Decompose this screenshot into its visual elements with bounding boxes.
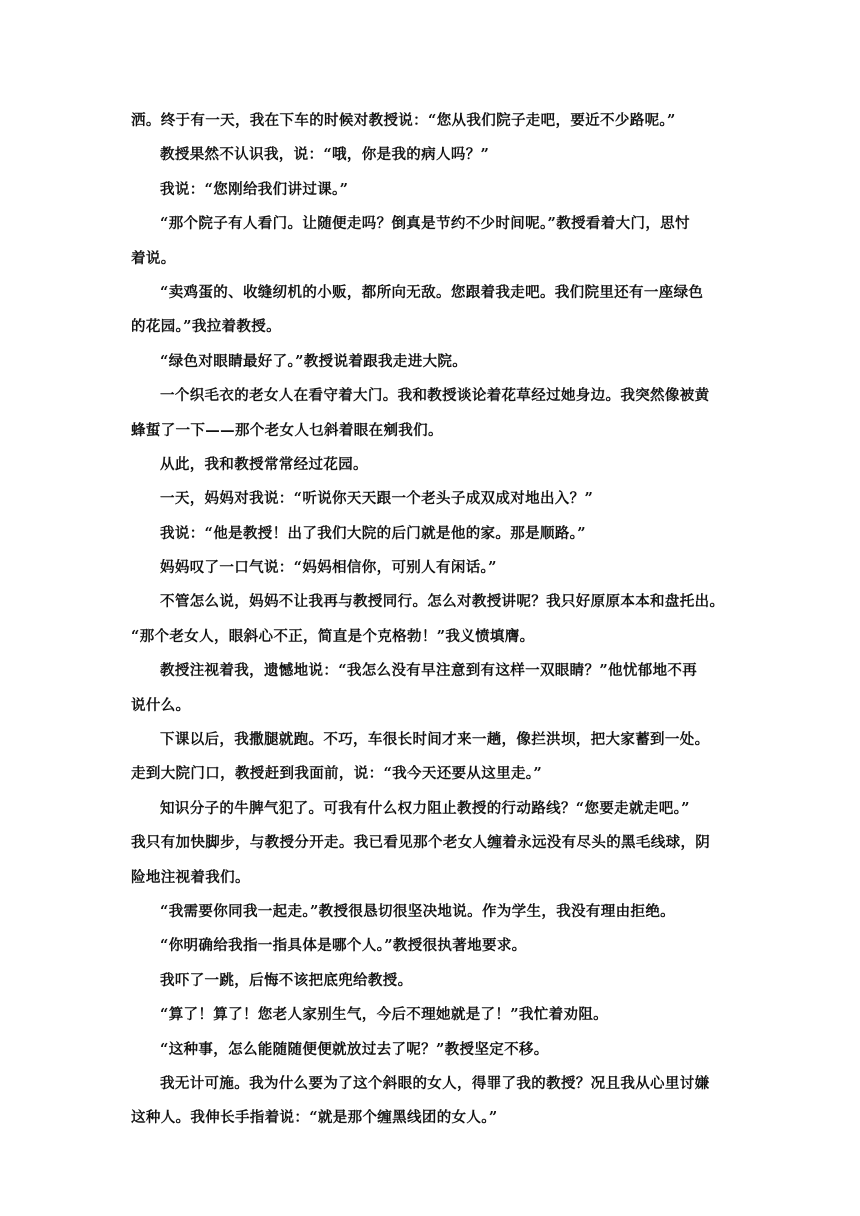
text-line: 险地注视着我们。 [131,868,250,886]
text-line: 不管怎么说，妈妈不让我再与教授同行。怎么对教授讲呢？我只好原原本本和盘托出。 [160,593,725,611]
text-line: “那个老女人，眼斜心不正，简直是个克格勃！”我义愤填膺。 [131,627,535,645]
text-line: 的花园。”我拉着教授。 [131,318,281,336]
text-line: 教授果然不认识我，说：“哦，你是我的病人吗？” [160,146,490,164]
text-line: “你明确给我指一指具体是哪个人。”教授很执著地要求。 [160,937,527,955]
text-line: 教授注视着我，遗憾地说：“我怎么没有早注意到有这样一双眼睛？”他忧郁地不再 [160,662,698,680]
text-line: 一个织毛衣的老女人在看守着大门。我和教授谈论着花草经过她身边。我突然像被黄 [160,387,710,405]
text-line: 妈妈叹了一口气说：“妈妈相信你，可别人有闲话。” [160,559,497,577]
text-line: 从此，我和教授常常经过花园。 [160,455,368,473]
text-line: 我无计可施。我为什么要为了这个斜眼的女人，得罪了我的教授？况且我从心里讨嫌 [160,1074,710,1092]
text-line: “那个院子有人看门。让随便走吗？倒真是节约不少时间呢。”教授看着大门，思忖 [160,215,690,233]
text-line: 我吓了一跳，后悔不该把底兜给教授。 [160,971,413,989]
text-line: 我说：“您刚给我们讲过课。” [160,180,349,198]
text-line: 我只有加快脚步，与教授分开走。我已看见那个老女人缠着永远没有尽头的黑毛线球，阴 [131,834,711,852]
story-text-body [131,104,735,1136]
text-line: “绿色对眼睛最好了。”教授说着跟我走进大院。 [160,352,468,370]
text-line: “卖鸡蛋的、收缝纫机的小贩，都所向无敌。您跟着我走吧。我们院里还有一座绿色 [160,283,704,301]
text-line: 说什么。 [131,696,191,714]
text-line: 蜂蜇了一下——那个老女人乜斜着眼在剜我们。 [131,421,443,439]
text-line: “这种事，怎么能随随便便就放过去了呢？”教授坚定不移。 [160,1040,549,1058]
text-line: 洒。终于有一天，我在下车的时候对教授说：“您从我们院子走吧，要近不少路呢。” [131,112,676,129]
text-line: “我需要你同我一起走。”教授很恳切很坚决地说。作为学生，我没有理由拒绝。 [160,902,676,920]
text-line: “算了！算了！您老人家别生气，今后不理她就是了！”我忙着劝阻。 [160,1006,609,1024]
text-line: 一天，妈妈对我说：“听说你天天跟一个老头子成双成对地出入？” [160,490,594,508]
text-line: 知识分子的牛脾气犯了。可我有什么权力阻止教授的行动路线？“您要走就走吧。” [160,799,690,817]
text-line: 着说。 [131,249,176,267]
text-line: 下课以后，我撒腿就跑。不巧，车很长时间才来一趟，像拦洪坝，把大家蓄到一处。 [160,731,710,749]
text-line: 走到大院门口，教授赶到我面前，说：“我今天还要从这里走。” [131,765,543,783]
text-line: 我说：“他是教授！出了我们大院的后门就是他的家。那是顺路。” [160,524,586,542]
text-line: 这种人。我伸长手指着说：“就是那个缠黑线团的女人。” [131,1109,498,1127]
